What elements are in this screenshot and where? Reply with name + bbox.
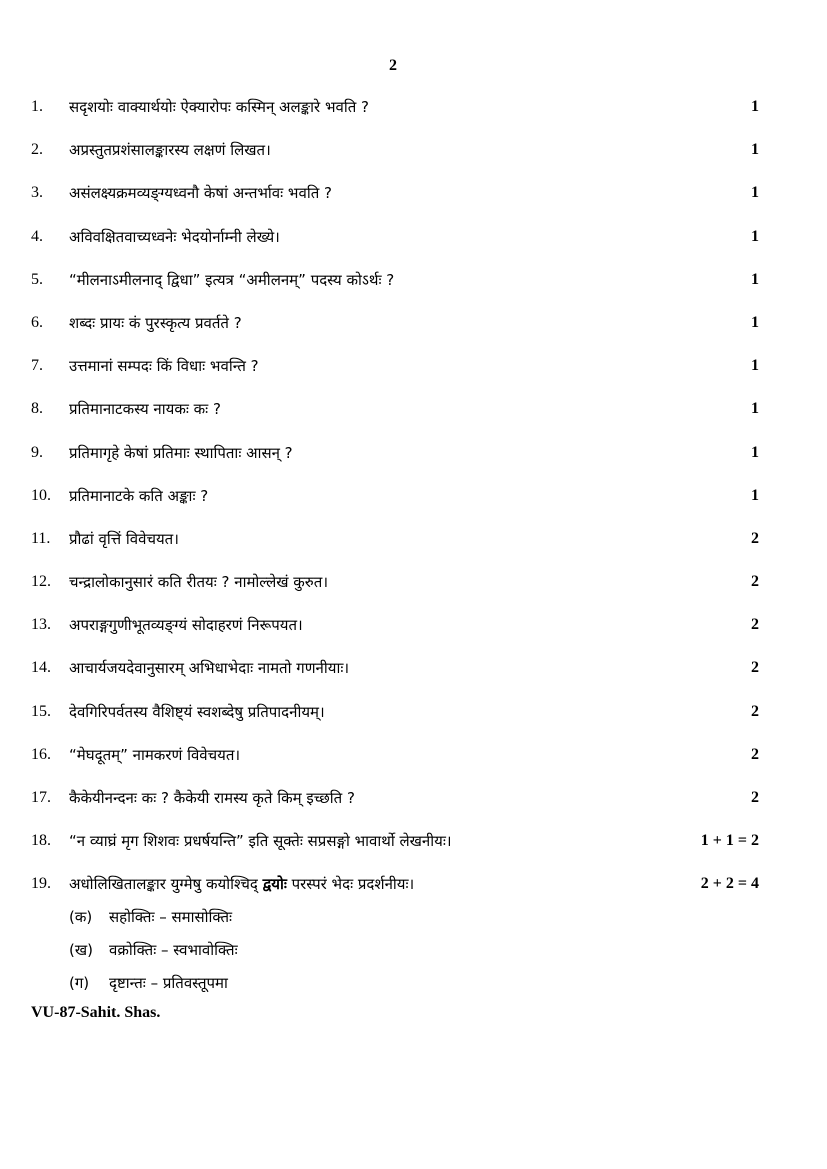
question-text: प्रतिमागृहे केषां प्रतिमाः स्थापिताः आसन् ? [69, 443, 293, 462]
question-text: कैकेयीनन्दनः कः ? कैकेयी रामस्य कृते किम् इच्छति ? [69, 789, 355, 807]
question-item [31, 222, 759, 265]
question-list [31, 92, 759, 913]
question-number: 7. [31, 357, 43, 375]
question-number: 12. [31, 573, 51, 591]
question-marks: 1 [751, 443, 759, 461]
question-marks: 2 [751, 789, 759, 806]
question-marks: 2 [751, 702, 759, 720]
question-item [31, 265, 759, 308]
question-marks: 1 [751, 313, 759, 331]
subpart-label: (ख) [69, 941, 93, 959]
question-marks: 1 [751, 400, 759, 418]
question-number: 2. [31, 141, 43, 159]
question-item [31, 610, 759, 653]
subpart-item [69, 902, 238, 935]
question-marks: 2 + 2 = 4 [700, 875, 759, 893]
question-marks: 1 [751, 184, 759, 202]
subpart-label: (क) [69, 908, 93, 926]
question-text [69, 869, 649, 899]
question-item [31, 740, 759, 783]
subpart-text: दृष्टान्तः – प्रतिवस्तूपमा [109, 974, 228, 992]
question-number: 11. [31, 529, 51, 547]
question-text: सदृशयोः वाक्यार्थयोः ऐक्यारोपः कस्मिन् अलङ्कारे भवति ? [69, 98, 370, 116]
question-marks: 2 [751, 745, 759, 763]
question-number: 16. [31, 745, 51, 763]
question-number: 9. [31, 443, 43, 461]
subpart-text: वक्रोक्तिः – स्वभावोक्तिः [109, 941, 238, 959]
question-text-part: अधोलिखितालङ्कार युग्मेषु कयोश्चिद् [69, 875, 263, 894]
question-marks: 1 [751, 227, 759, 245]
question-number: 6. [31, 313, 43, 331]
question-text: अविवक्षितवाच्यध्वनेः भेदयोर्नाम्नी लेख्ये। [69, 227, 280, 246]
subpart-item [69, 935, 238, 968]
question-text: शब्दः प्रायः कं पुरस्कृत्य प्रवर्तते ? [69, 313, 242, 332]
question-text: “मीलनाऽमीलनाद् द्विधा” इत्यत्र “अमीलनम्” पदस्य कोऽर्थः ? [69, 270, 395, 289]
question-number: 4. [31, 227, 43, 245]
question-number: 10. [31, 486, 51, 504]
question-marks: 1 [751, 357, 759, 375]
question-number: 19. [31, 875, 51, 893]
question-number: 3. [31, 184, 43, 202]
question-number: 17. [31, 789, 51, 806]
question-marks: 1 [751, 98, 759, 115]
question-text: “न व्याघ्रं मृग शिशवः प्रधर्षयन्ति” इति सूक्तेः सप्रसङ्गो भावार्थो लेखनीयः। [69, 832, 452, 851]
question-number: 18. [31, 832, 51, 850]
question-item [31, 481, 759, 524]
question-item [31, 567, 759, 610]
question-item [31, 351, 759, 394]
question-marks: 1 [751, 141, 759, 159]
question-item [31, 178, 759, 221]
question-text: प्रौढां वृत्तिं विवेचयत। [69, 529, 179, 548]
question-text: उत्तमानां सम्पदः किं विधाः भवन्ति ? [69, 357, 259, 376]
question-number: 5. [31, 270, 43, 288]
question-item [31, 92, 759, 135]
question-item [31, 524, 759, 567]
question-item [31, 697, 759, 740]
question-text: आचार्यजयदेवानुसारम् अभिधाभेदाः नामतो गणनीयाः। [69, 659, 350, 678]
question-item [31, 783, 759, 826]
question-marks: 2 [751, 659, 759, 677]
question-text-part: परस्परं भेदः प्रदर्शनीयः। [286, 875, 415, 894]
question-marks: 2 [751, 616, 759, 634]
question-marks: 1 + 1 = 2 [700, 832, 759, 850]
question-item [31, 653, 759, 696]
question-number: 1. [31, 98, 43, 115]
subpart-label: (ग) [69, 974, 90, 992]
question-item [31, 438, 759, 481]
question-item [31, 394, 759, 437]
question-marks: 2 [751, 573, 759, 591]
question-text: चन्द्रालोकानुसारं कति रीतयः ? नामोल्लेखं कुरुत। [69, 573, 329, 592]
question-marks: 2 [751, 529, 759, 547]
question-number: 14. [31, 659, 51, 677]
page-number: 2 [389, 57, 397, 74]
subpart-list [69, 902, 238, 1001]
question-text: देवगिरिपर्वतस्य वैशिष्ट्यं स्वशब्देषु प्रतिपादनीयम्। [69, 702, 325, 721]
question-text: अपराङ्गगुणीभूतव्यङ्ग्यं सोदाहरणं निरूपयत। [69, 616, 303, 635]
question-text: असंलक्ष्यक्रमव्यङ्ग्यध्वनौ केषां अन्तर्भावः भवति ? [69, 184, 332, 203]
question-text: अप्रस्तुतप्रशंसालङ्कारस्य लक्षणं लिखत। [69, 141, 271, 160]
question-number: 8. [31, 400, 43, 418]
question-number: 13. [31, 616, 51, 634]
question-marks: 1 [751, 486, 759, 504]
paper-code: VU-87-Sahit. Shas. [31, 1004, 161, 1021]
question-number: 15. [31, 702, 51, 720]
question-text-emphasis: द्वयोः [262, 875, 287, 894]
subpart-text: सहोक्तिः – समासोक्तिः [109, 908, 233, 926]
question-item [31, 826, 759, 869]
question-item [31, 135, 759, 178]
question-text: “मेघदूतम्” नामकरणं विवेचयत। [69, 745, 241, 764]
subpart-item [69, 968, 238, 1001]
question-text: प्रतिमानाटके कति अङ्काः ? [69, 486, 209, 505]
question-marks: 1 [751, 270, 759, 288]
question-text: प्रतिमानाटकस्य नायकः कः ? [69, 400, 221, 419]
question-item [31, 308, 759, 351]
